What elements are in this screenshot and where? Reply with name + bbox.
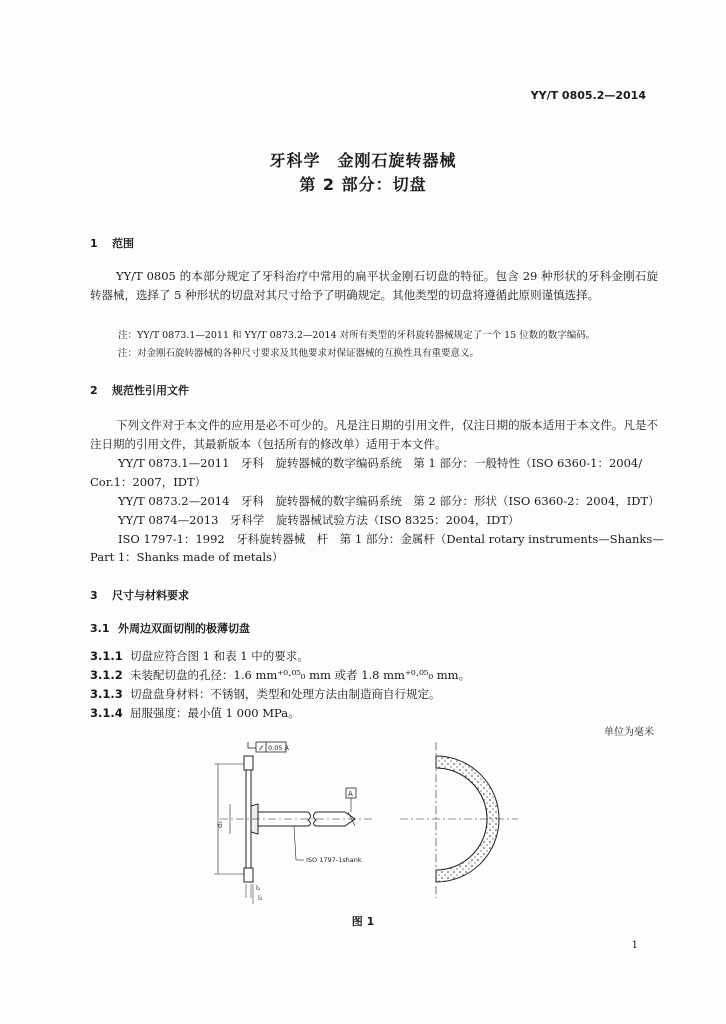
section-number: 3: [90, 589, 98, 602]
section-heading-references: [90, 382, 189, 398]
clause-number: 3.1.2: [90, 668, 123, 682]
scope-note-1: 注：YY/T 0873.1—2011 和 YY/T 0873.2—2014 对所有类型的牙科旋转器械规定了一个 15 位数的数字编码。: [118, 330, 596, 341]
figure-disc-drawing: [200, 738, 520, 908]
clause-item: [90, 705, 300, 721]
section-number: 1: [90, 237, 98, 250]
section-title: 规范性引用文件: [112, 384, 189, 397]
tolerance-text: 0.05 A: [268, 744, 289, 752]
clause-item: [90, 667, 470, 683]
section-title: 外周边双面切削的极薄切盘: [118, 622, 250, 635]
datum-label: A: [348, 790, 353, 798]
clause-number: 3.1.1: [90, 649, 123, 663]
diameter-label: d₃: [216, 821, 224, 828]
reference-item: ISO 1797-1：1992 牙科旋转器械 杆 第 1 部分：金属杆（Dental rotary instruments—Shanks—: [118, 532, 664, 546]
section-title: 范围: [112, 237, 134, 250]
clause-text: 切盘应符合图 1 和表 1 中的要求。: [130, 649, 309, 663]
section-heading-scope: [90, 235, 134, 251]
clause-number: 3.1.4: [90, 706, 123, 720]
clause-number: 3.1.3: [90, 687, 123, 701]
section-heading-requirements: [90, 587, 189, 603]
reference-item-cont: Part 1：Shanks made of metals）: [90, 550, 284, 564]
thickness-label-1: l₁: [256, 884, 261, 892]
section-number: 2: [90, 384, 98, 397]
section-number: 3.1: [90, 622, 110, 635]
clause-text: 未装配切盘的孔径：1.6 mm⁺⁰·⁰⁵₀ mm 或者 1.8 mm⁺⁰·⁰⁵₀ mm。: [130, 668, 471, 682]
svg-text:⁄⁄: ⁄⁄: [260, 744, 263, 752]
reference-item: YY/T 0874—2013 牙科学 旋转器械试验方法（ISO 8325：2004，IDT）: [118, 513, 520, 527]
scope-paragraph: YY/T 0805 的本部分规定了牙科治疗中常用的扁平状金刚石切盘的特征。包含 29 种形状的牙科金刚石旋转器械，选择了 5 种形状的切盘对其尺寸给予了明确规定。其他类型的切盘将遵循此原则谨慎选择。: [90, 269, 658, 302]
clause-item: [90, 648, 309, 664]
clause-text: 切盘盘身材料：不锈钢，类型和处理方法由制造商自行规定。: [130, 687, 441, 701]
shank-label: ISO 1797-1shank: [306, 856, 362, 864]
standard-number: YY/T 0805.2—2014: [530, 89, 646, 102]
reference-item: YY/T 0873.2—2014 牙科 旋转器械的数字编码系统 第 2 部分：形状（ISO 6360-2：2004，IDT）: [118, 494, 660, 508]
subsection-heading: [90, 620, 250, 636]
scope-note-2: 注：对金刚石旋转器械的各种尺寸要求及其他要求对保证器械的互换性具有重要意义。: [118, 348, 480, 359]
clause-text: 屈服强度：最小值 1 000 MPa。: [130, 706, 300, 720]
reference-item-cont: Cor.1：2007，IDT）: [90, 475, 207, 489]
page-number: 1: [631, 940, 638, 951]
section-title: 尺寸与材料要求: [112, 589, 189, 602]
figure-caption: 图 1: [351, 915, 375, 928]
references-intro: 下列文件对于本文件的应用是必不可少的。凡是注日期的引用文件，仅注日期的版本适用于本文件。凡是不注日期的引用文件，其最新版本（包括所有的修改单）适用于本文件。: [90, 418, 658, 451]
document-title: 牙科学 金刚石旋转器械: [269, 151, 457, 170]
tolerance-frame: [248, 742, 290, 752]
document-subtitle: 第 2 部分：切盘: [299, 175, 427, 194]
reference-item: YY/T 0873.1—2011 牙科 旋转器械的数字编码系统 第 1 部分：一般特性（ISO 6360-1：2004/: [118, 456, 643, 470]
clause-item: [90, 686, 441, 702]
unit-note: 单位为毫米: [604, 727, 654, 738]
thickness-label-2: l₂: [258, 894, 263, 902]
